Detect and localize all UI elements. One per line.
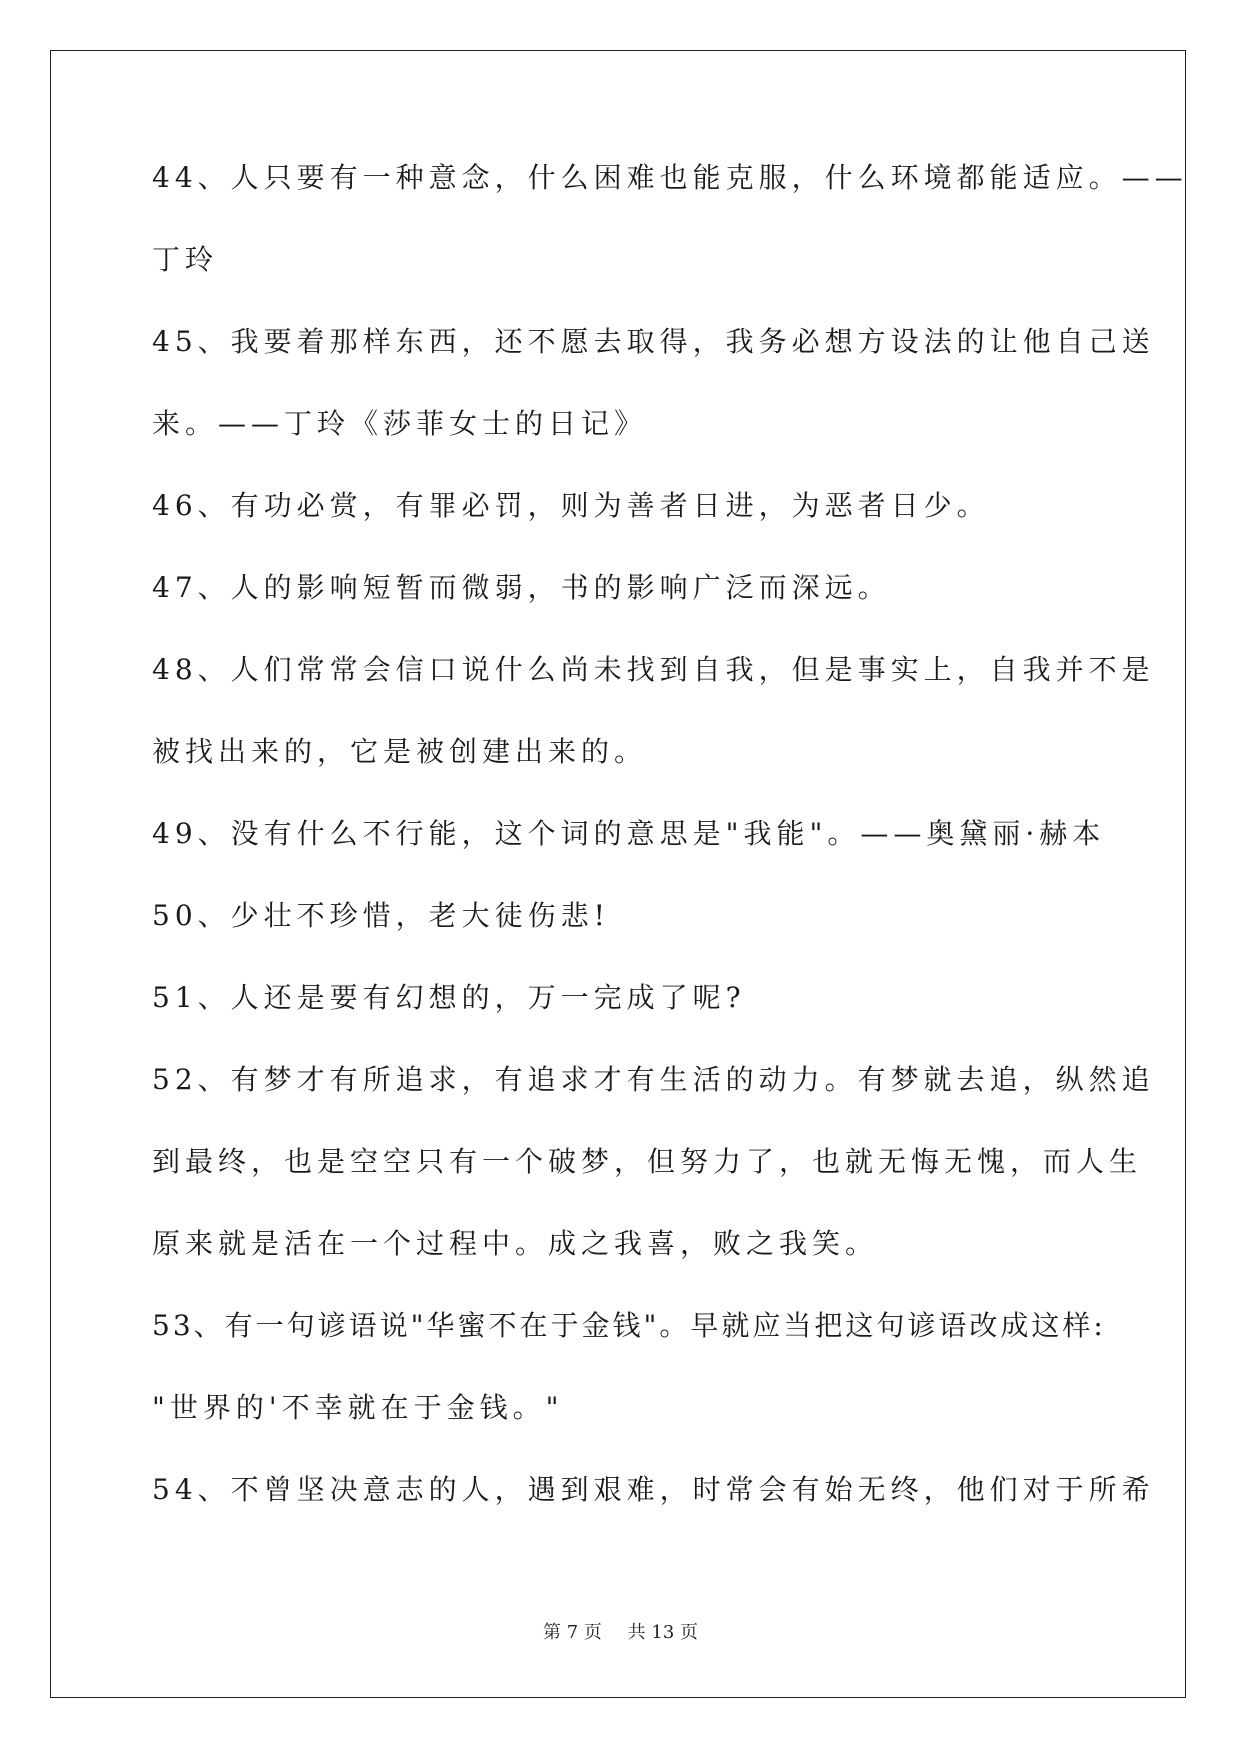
text-line: "世界的'不幸就在于金钱。" xyxy=(152,1391,564,1424)
text-line: 到最终，也是空空只有一个破梦，但努力了，也就无悔无愧，而人生 xyxy=(152,1145,1143,1178)
text-line: 原来就是活在一个过程中。成之我喜，败之我笑。 xyxy=(152,1227,879,1260)
text-line: 47、人的影响短暂而微弱，书的影响广泛而深远。 xyxy=(152,571,891,604)
text-line: 被找出来的，它是被创建出来的。 xyxy=(152,735,648,768)
text-line: 49、没有什么不行能，这个词的意思是"我能"。——奥黛丽·赫本 xyxy=(152,817,1106,850)
text-line: 46、有功必赏，有罪必罚，则为善者日进，为恶者日少。 xyxy=(152,489,990,522)
text-line: 50、少壮不珍惜，老大徒伤悲! xyxy=(152,899,610,932)
text-line: 来。——丁玲《莎菲女士的日记》 xyxy=(152,407,648,440)
text-line: 丁玲 xyxy=(152,243,219,276)
text-line: 45、我要着那样东西，还不愿去取得，我务必想方设法的让他自己送 xyxy=(152,325,1155,358)
text-line: 53、有一句谚语说"华蜜不在于金钱"。早就应当把这句谚语改成这样: xyxy=(152,1309,1106,1342)
page-number: 第 7 页 xyxy=(543,1622,602,1643)
page-footer xyxy=(0,1618,1241,1644)
document-body xyxy=(152,158,1188,1552)
text-line: 54、不曾坚决意志的人，遇到艰难，时常会有始无终，他们对于所希 xyxy=(152,1473,1155,1506)
page-total: 共 13 页 xyxy=(627,1622,698,1643)
text-line: 52、有梦才有所追求，有追求才有生活的动力。有梦就去追，纵然追 xyxy=(152,1063,1155,1096)
text-line: 48、人们常常会信口说什么尚未找到自我，但是事实上，自我并不是 xyxy=(152,653,1155,686)
text-line: 44、人只要有一种意念，什么困难也能克服，什么环境都能适应。—— xyxy=(152,161,1188,194)
text-line: 51、人还是要有幻想的，万一完成了呢? xyxy=(152,981,746,1014)
